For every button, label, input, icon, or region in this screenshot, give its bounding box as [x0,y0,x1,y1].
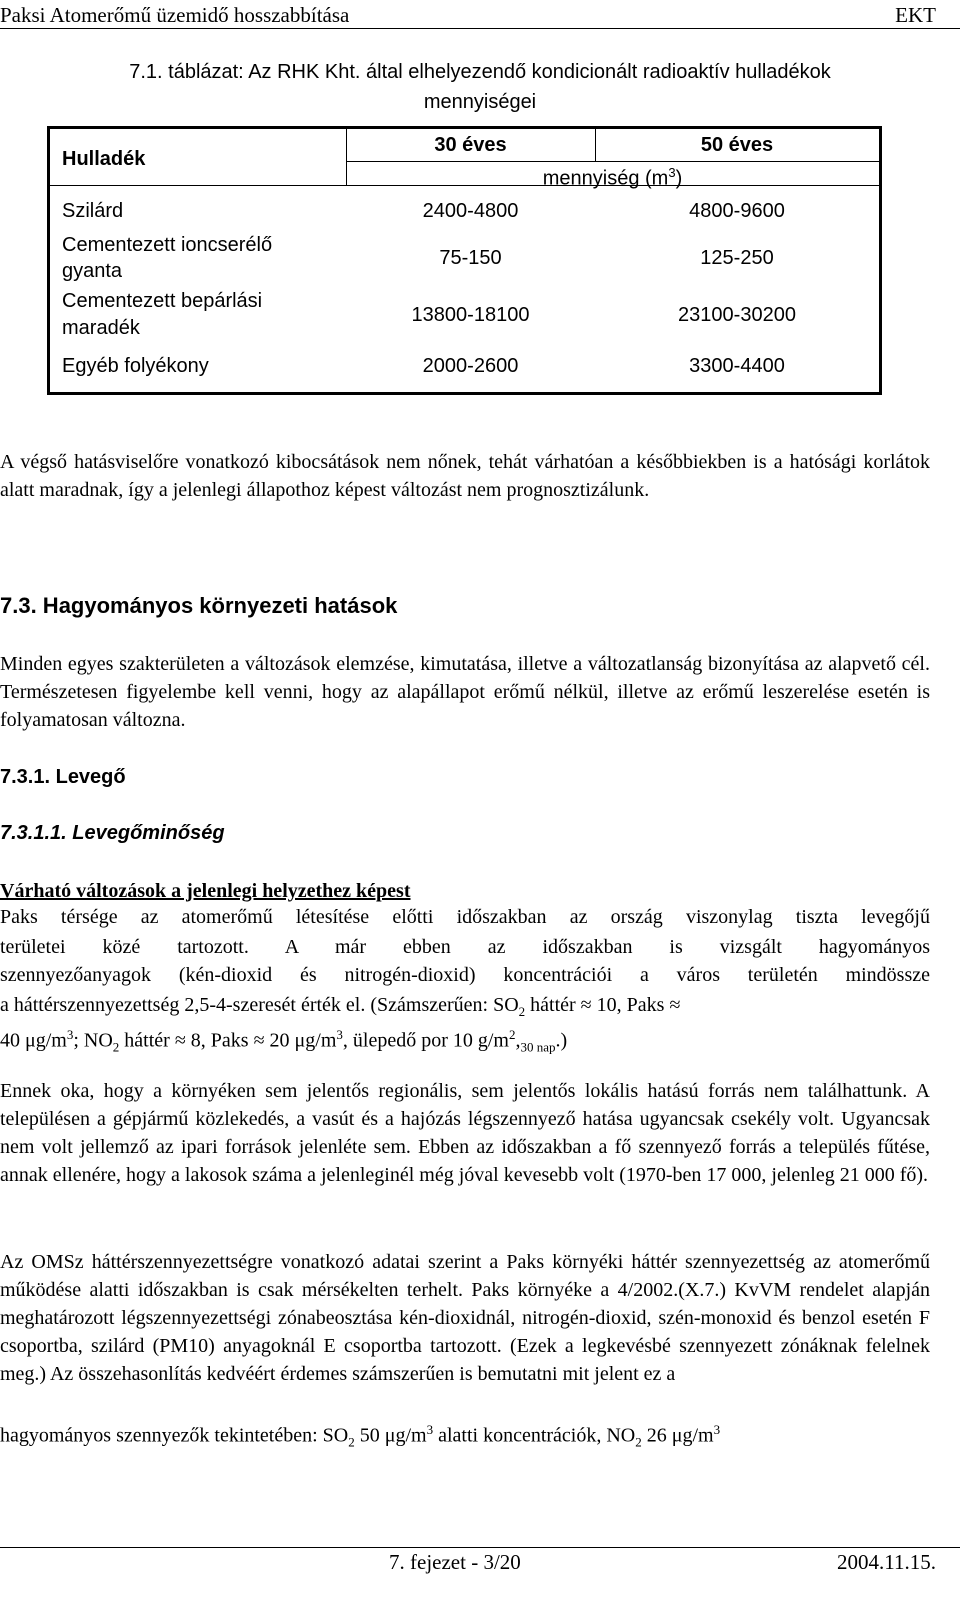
table-row-name: Szilárd [62,200,124,222]
section-heading-7-3: 7.3. Hagyományos környezeti hatások [0,593,398,618]
header-title: Paksi Atomerőmű üzemidő hosszabbítása [0,3,350,27]
unit-label: mennyiség $(m^3)$ [542,165,683,190]
section-heading-7-3-1-1: 7.3.1.1. Levegőminőség [0,822,225,844]
table-row-name: Cementezett bepárlási [62,290,263,312]
paragraph-traditional-effects: Minden egyes szakterületen a változások elemzése, kimutatása, illetve a változatlanság bizonyítása az alapvető cél. Természetesen figyelembe kell venni, hogy az alapállapot erőmű nélkül, illetve az erőmű leszerelése esetén is folyamatosan változna. [0,653,930,731]
col-header-50: 50 éves [700,134,774,156]
footer-date: 2004.11.15. [837,1550,936,1574]
table-row-name-cont: gyanta [62,260,123,282]
waste-table [47,126,882,395]
table-row-name: Egyéb folyékony [62,355,209,377]
table-cell-30: 13800-18100 [411,304,530,326]
text-line: hagyományos szennyezők tekintetében: $SO_2$ 50 $\mu g/m^3$ alatti koncentrációk, $NO_2$ 26 $\mu g/m^3$ [0,1422,721,1450]
table-row-name-cont: maradék [62,317,140,339]
text-line: 40 $\mu g/m^3$; $NO_2$ háttér ≈ 8, Paks ≈ 20 $\mu g/m^3$, ülepedő por 10 $g/m^2,_{30 nap}$.) [0,1027,568,1055]
section-heading-7-3-1: 7.3.1. Levegő [0,766,126,788]
table-cell-50: 3300-4400 [689,355,785,377]
table-row-name: Cementezett ioncserélő [62,234,273,256]
table-caption-line1: 7.1. táblázat: Az RHK Kht. által elhelyezendő kondicionált radioaktív hulladékok [129,61,831,83]
footer-page-number: 7. fejezet - 3/20 [389,1550,521,1574]
text-line: szennyezőanyagok (kén-dioxid és nitrogén-dioxid) koncentrációi a város területén mindössze [0,964,930,986]
paragraph-emissions: A végső hatásviselőre vonatkozó kibocsátások nem nőnek, tehát várhatóan a későbbiekben is a hatósági korlátok alatt maradnak, így a jelenlegi állapothoz képest változást nem prognosztizálunk. [0,451,930,501]
table-cell-50: 23100-30200 [678,304,796,326]
text-line: területei közé tartozott. A már ebben az időszakban is vizsgált hagyományos [0,936,930,958]
footer-rule [0,1547,960,1548]
header-org: EKT [895,3,936,27]
subheading-expected-changes: Várható változások a jelenlegi helyzethez képest [0,880,411,902]
text-block: Az OMSz háttérszennyezettségre vonatkozó adatai szerint a Paks környéki háttér szennyezettség az atomerőmű működése alatti időszakban is csak mérsékelten terhelt. Paks környéke a 4/2002.(X.7.) KvVM rendelet alapján meghatározott légszennyezettségi zónabeosztása kén-dioxidnál, nitrogén-dioxid, szén-monoxid és benzol esetén F csoportba, szilárd (PM10) anyagoknál E csoportba tartozott. (Ezek a legkevésbé szennyezett zónáknak felelnek meg.) Az összehasonlítás kedvéért érdemes számszerűen is bemutatni mit jelent ez a [0,1251,930,1385]
table-cell-30: 2400-4800 [422,200,519,222]
table-caption-line2: mennyiségei [423,91,537,113]
paragraph-sources: Ennek oka, hogy a környéken sem jelentős regionális, sem jelentős lokális hatású forrás nem találhattunk. A településen a gépjármű közlekedés, a vasút és a hajózás légszennyező hatása ugyancsak csekély volt. Ugyancsak nem volt jellemző az ipari források jelenléte sem. Ebben az időszakban a fő szennyező forrás a település fűtése, annak ellenére, hogy a lakosok száma a jelenleginél még jóval kevesebb volt (1970-ben 17 000, jelenleg 21 000 fő). [0,1080,930,1186]
text-line: a háttérszennyezettség 2,5-4-szeresét érték el. (Számszerűen: $SO_2$ háttér ≈ 10, Paks ≈ [0,994,681,1019]
col-header-30: 30 éves [434,134,507,156]
text-line: Paks térsége az atomerőmű létesítése előtti időszakban az ország viszonylag tiszta levegőjű [0,906,930,928]
col-header-waste: Hulladék [62,148,146,170]
table-cell-50: 125-250 [700,247,774,269]
table-cell-30: 2000-2600 [422,355,519,377]
table-cell-50: 4800-9600 [689,200,785,222]
table-cell-30: 75-150 [439,247,502,269]
page-header [0,0,960,29]
